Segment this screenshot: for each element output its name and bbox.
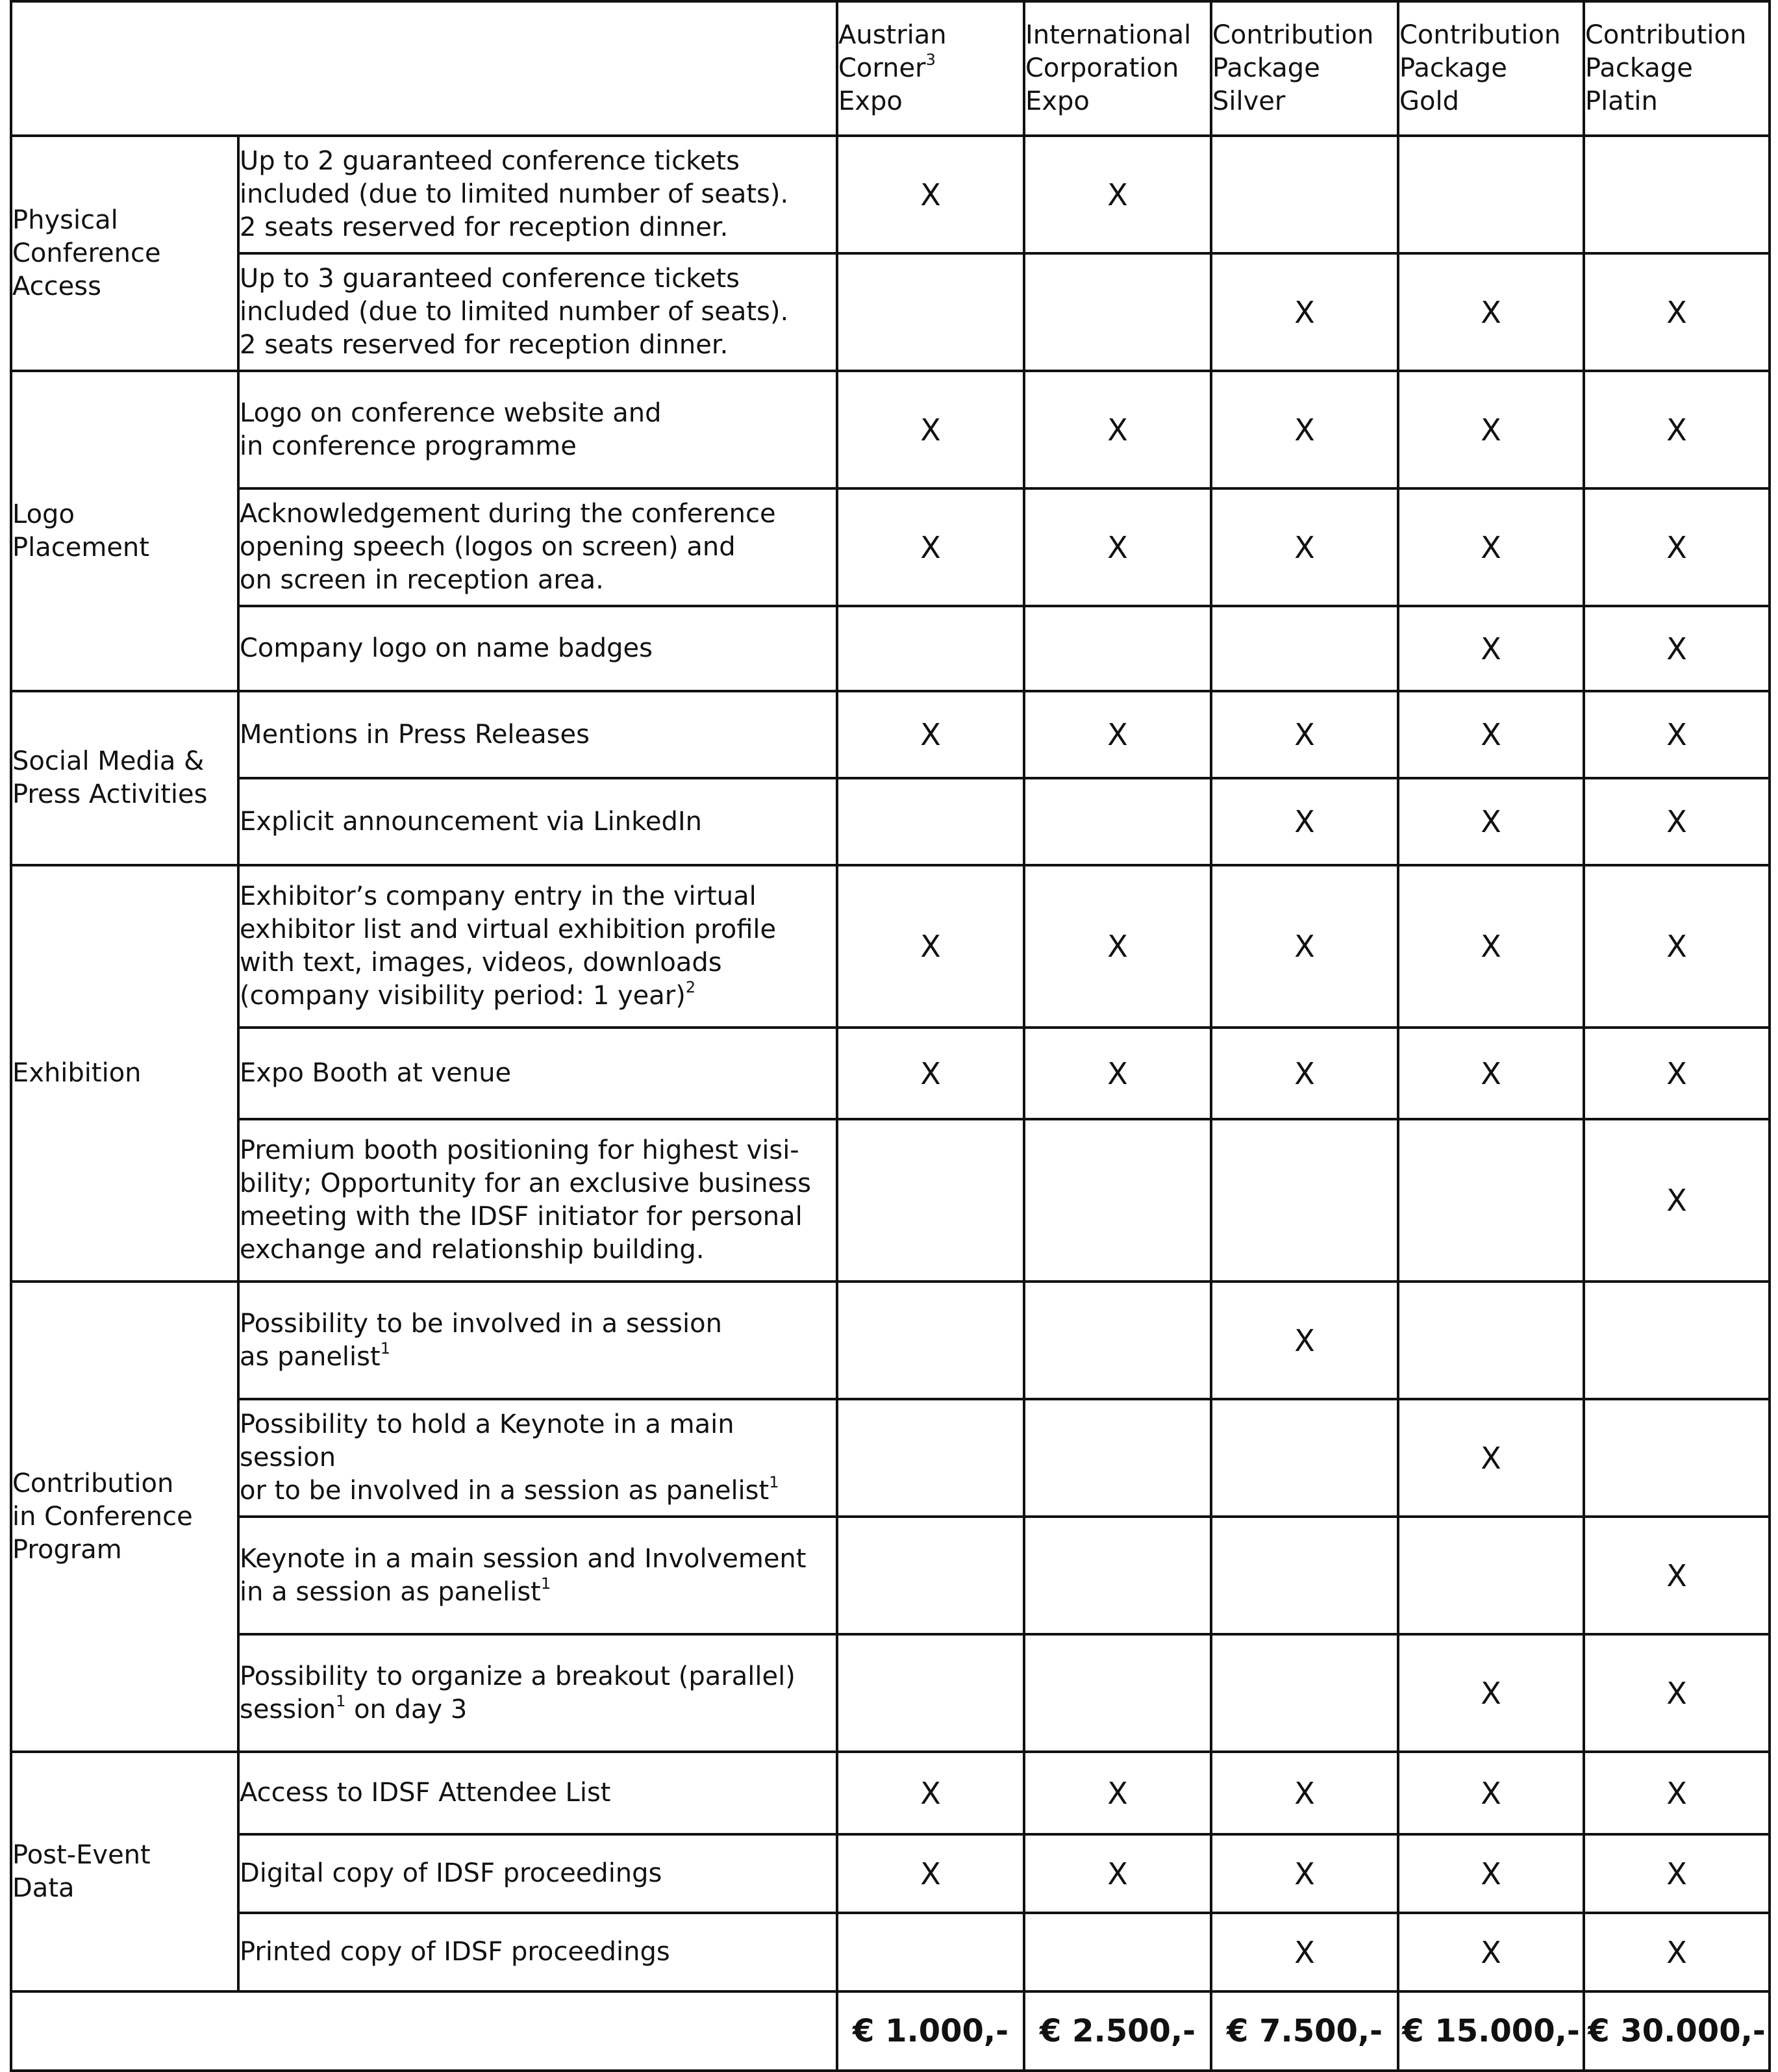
check-cell: [837, 1028, 1024, 1119]
check-mark: X: [1666, 529, 1687, 565]
check-cell: [1398, 606, 1584, 691]
check-mark: X: [1481, 1856, 1501, 1891]
check-mark: X: [1481, 529, 1501, 565]
table-row: [11, 253, 1770, 371]
check-mark: X: [1666, 1558, 1687, 1593]
table-row: [11, 1634, 1770, 1752]
check-cell: [1024, 136, 1211, 253]
check-cell: [1024, 1119, 1211, 1282]
check-mark: X: [1294, 1322, 1315, 1358]
check-cell: [1398, 778, 1584, 865]
check-cell: [1024, 253, 1211, 371]
check-cell: [1584, 1913, 1770, 1991]
check-mark: X: [1481, 631, 1501, 666]
check-mark: X: [920, 529, 941, 565]
price-blank-cell: [11, 1991, 837, 2071]
footnote-mark: 1: [336, 1691, 346, 1710]
check-cell: [1584, 865, 1770, 1028]
check-cell: [1211, 1399, 1398, 1517]
check-cell: [1584, 1634, 1770, 1752]
category-label-line: Physical: [12, 205, 118, 235]
check-cell: [1584, 606, 1770, 691]
table-row: [11, 1752, 1770, 1834]
table-row: [11, 865, 1770, 1028]
text-line: Explicit announcement via LinkedIn: [240, 806, 703, 837]
check-cell: [1584, 1399, 1770, 1517]
category-cell: [11, 691, 238, 865]
table-row: [11, 691, 1770, 778]
check-mark: X: [1294, 1775, 1315, 1811]
check-mark: X: [920, 1055, 941, 1091]
feature-cell: [238, 1282, 837, 1399]
check-mark: X: [1294, 804, 1315, 839]
category-label-line: Post-Event: [12, 1839, 151, 1870]
text-line: Expo Booth at venue: [240, 1058, 512, 1088]
check-cell: [837, 1517, 1024, 1634]
table-row: [11, 136, 1770, 253]
table-row: [11, 371, 1770, 488]
check-cell: [837, 1752, 1024, 1834]
check-cell: [1398, 1517, 1584, 1634]
check-mark: X: [1666, 412, 1687, 448]
category-label-line: Exhibition: [12, 1058, 142, 1088]
price-cell: € 1.000,-: [837, 1991, 1024, 2071]
check-cell: [837, 488, 1024, 606]
check-cell: [1584, 691, 1770, 778]
check-cell: [1211, 1028, 1398, 1119]
column-header-line: Contribution: [1212, 20, 1374, 50]
check-cell: [1211, 253, 1398, 371]
check-mark: X: [1294, 1934, 1315, 1970]
check-mark: X: [920, 412, 941, 448]
check-cell: [1211, 488, 1398, 606]
feature-cell: [238, 1119, 837, 1282]
feature-cell: [238, 253, 837, 371]
table-row: [11, 1282, 1770, 1399]
check-cell: [1211, 1834, 1398, 1913]
check-cell: [1584, 1119, 1770, 1282]
check-mark: X: [1666, 1675, 1687, 1711]
feature-cell: [238, 1913, 837, 1991]
text-line: Possibility to hold a Keynote in a main session: [240, 1409, 734, 1472]
column-header: [1398, 1, 1584, 136]
check-mark: X: [1107, 1055, 1128, 1091]
text-line: Possibility to be involved in a session: [240, 1308, 722, 1339]
check-mark: X: [920, 929, 941, 964]
check-mark: X: [1666, 1775, 1687, 1811]
check-mark: X: [920, 1856, 941, 1891]
check-cell: [1211, 371, 1398, 488]
check-mark: X: [1107, 1856, 1128, 1891]
check-cell: [1024, 1752, 1211, 1834]
check-cell: [1398, 1282, 1584, 1399]
check-mark: X: [1294, 294, 1315, 330]
check-cell: [1211, 1119, 1398, 1282]
text-line: 2 seats reserved for reception dinner.: [240, 330, 729, 360]
footnote-mark: 1: [769, 1473, 779, 1491]
check-cell: [1024, 606, 1211, 691]
check-cell: [1584, 371, 1770, 488]
feature-cell: [238, 1834, 837, 1913]
price-row: [11, 1991, 1770, 2071]
check-cell: [1584, 1752, 1770, 1834]
check-cell: [1211, 1634, 1398, 1752]
check-cell: [1398, 1834, 1584, 1913]
check-cell: [1211, 1752, 1398, 1834]
column-header-line: Contribution: [1399, 20, 1561, 50]
feature-cell: [238, 1517, 837, 1634]
check-cell: [837, 1119, 1024, 1282]
check-cell: [1584, 1282, 1770, 1399]
table-row: [11, 606, 1770, 691]
category-label-line: Placement: [12, 532, 149, 562]
check-cell: [1024, 1834, 1211, 1913]
check-cell: [1398, 371, 1584, 488]
check-cell: [1398, 136, 1584, 253]
text-line: included (due to limited number of seats).: [240, 179, 789, 209]
column-header: [837, 1, 1024, 136]
check-cell: [1024, 1282, 1211, 1399]
column-header: [1211, 1, 1398, 136]
column-header-line: Corporation: [1025, 53, 1179, 83]
category-label-line: Data: [12, 1873, 75, 1903]
feature-cell: [238, 371, 837, 488]
category-label-line: in Conference: [12, 1501, 193, 1532]
text-line: Up to 2 guaranteed conference tickets: [240, 146, 740, 176]
check-mark: X: [1294, 929, 1315, 964]
text-line: Printed copy of IDSF proceedings: [240, 1937, 670, 1967]
feature-cell: [238, 865, 837, 1028]
footnote-mark: 1: [540, 1574, 551, 1593]
category-cell: [11, 865, 238, 1282]
check-cell: [837, 778, 1024, 865]
check-cell: [1024, 488, 1211, 606]
check-cell: [1024, 1913, 1211, 1991]
category-label-line: Program: [12, 1534, 122, 1565]
category-cell: [11, 371, 238, 691]
column-header-line: Expo: [1025, 86, 1090, 116]
text-line: in conference programme: [240, 431, 577, 461]
sponsorship-package-table: [10, 0, 1771, 2072]
table-row: [11, 778, 1770, 865]
check-mark: X: [1666, 717, 1687, 752]
table-row: [11, 1119, 1770, 1282]
feature-cell: [238, 778, 837, 865]
check-cell: [1024, 865, 1211, 1028]
check-mark: X: [1481, 1934, 1501, 1970]
check-mark: X: [1107, 412, 1128, 448]
check-cell: [1211, 136, 1398, 253]
category-label-line: Contribution: [12, 1468, 174, 1498]
check-mark: X: [1666, 294, 1687, 330]
feature-cell: [238, 1752, 837, 1834]
category-cell: [11, 1282, 238, 1752]
check-cell: [1584, 136, 1770, 253]
text-line: as panelist: [240, 1341, 381, 1372]
check-cell: [1024, 371, 1211, 488]
check-cell: [837, 691, 1024, 778]
column-header-line: Austrian: [838, 20, 947, 50]
column-header: [1584, 1, 1770, 136]
check-mark: X: [1107, 929, 1128, 964]
check-mark: X: [920, 177, 941, 212]
check-cell: [1211, 778, 1398, 865]
text-line: or to be involved in a session as panelist: [240, 1476, 770, 1506]
check-mark: X: [1666, 1856, 1687, 1891]
check-cell: [837, 1634, 1024, 1752]
text-line: session: [240, 1694, 336, 1725]
check-mark: X: [1666, 1055, 1687, 1091]
check-mark: X: [1294, 1856, 1315, 1891]
text-line: in a session as panelist: [240, 1576, 541, 1607]
check-mark: X: [1481, 1775, 1501, 1811]
check-mark: X: [1666, 804, 1687, 839]
column-header-line: Contribution: [1585, 20, 1747, 50]
category-label-line: Conference: [12, 238, 161, 268]
check-mark: X: [1481, 804, 1501, 839]
check-mark: X: [1107, 1775, 1128, 1811]
text-line: on screen in reception area.: [240, 565, 604, 595]
price-cell: € 7.500,-: [1211, 1991, 1398, 2071]
price-cell: € 2.500,-: [1024, 1991, 1211, 2071]
check-cell: [837, 1282, 1024, 1399]
check-cell: [1398, 1028, 1584, 1119]
check-cell: [837, 1399, 1024, 1517]
check-cell: [1398, 1634, 1584, 1752]
check-cell: [1398, 865, 1584, 1028]
check-cell: [1024, 691, 1211, 778]
check-mark: X: [1666, 1934, 1687, 1970]
check-cell: [1398, 1119, 1584, 1282]
category-label-line: Social Media &: [12, 746, 205, 776]
table-row: [11, 1028, 1770, 1119]
feature-cell: [238, 488, 837, 606]
table-row: [11, 488, 1770, 606]
check-mark: X: [920, 1775, 941, 1811]
check-mark: X: [920, 717, 941, 752]
text-line: included (due to limited number of seats).: [240, 297, 789, 327]
text-line: Up to 3 guaranteed conference tickets: [240, 264, 740, 294]
check-cell: [1584, 253, 1770, 371]
text-line: on day 3: [345, 1694, 468, 1725]
check-mark: X: [1107, 717, 1128, 752]
text-line: bility; Opportunity for an exclusive business: [240, 1169, 811, 1198]
check-cell: [1024, 1399, 1211, 1517]
category-label-line: Logo: [12, 499, 75, 529]
column-header-line: Package: [1212, 53, 1320, 83]
check-cell: [1584, 1028, 1770, 1119]
footnote-mark: 1: [380, 1339, 390, 1358]
header-blank-cell: [11, 1, 837, 136]
check-cell: [1211, 865, 1398, 1028]
text-line: Mentions in Press Releases: [240, 719, 590, 750]
check-cell: [1398, 1752, 1584, 1834]
column-header-line: Platin: [1585, 86, 1658, 116]
check-mark: X: [1481, 1055, 1501, 1091]
check-cell: [1211, 1913, 1398, 1991]
footnote-mark: 3: [925, 51, 936, 69]
table-row: [11, 1399, 1770, 1517]
check-cell: [1398, 253, 1584, 371]
price-cell: € 15.000,-: [1398, 1991, 1584, 2071]
check-mark: X: [1666, 1183, 1687, 1218]
check-mark: X: [1294, 412, 1315, 448]
column-header-line: Corner: [838, 53, 926, 83]
check-cell: [837, 1834, 1024, 1913]
check-mark: X: [1666, 929, 1687, 964]
check-cell: [1211, 1517, 1398, 1634]
check-cell: [1398, 488, 1584, 606]
check-cell: [1024, 1634, 1211, 1752]
feature-cell: [238, 136, 837, 253]
text-line: exhibitor list and virtual exhibition profile: [240, 915, 777, 944]
check-cell: [1211, 1282, 1398, 1399]
check-cell: [837, 136, 1024, 253]
feature-cell: [238, 1028, 837, 1119]
check-cell: [1398, 1913, 1584, 1991]
category-cell: [11, 1752, 238, 1991]
check-cell: [837, 606, 1024, 691]
feature-cell: [238, 1399, 837, 1517]
category-label-line: Press Activities: [12, 779, 208, 809]
text-line: Logo on conference website and: [240, 398, 662, 428]
text-line: Possibility to organize a breakout (parallel): [240, 1661, 795, 1691]
text-line: Premium booth positioning for highest visi-: [240, 1135, 799, 1165]
column-header-row: [11, 1, 1770, 136]
text-line: Acknowledgement during the conference: [240, 499, 776, 529]
column-header-line: Package: [1399, 53, 1507, 83]
column-header-line: Expo: [838, 86, 903, 116]
footnote-mark: 2: [685, 978, 696, 996]
check-cell: [1584, 778, 1770, 865]
check-cell: [1584, 488, 1770, 606]
check-cell: [837, 371, 1024, 488]
column-header-line: International: [1025, 20, 1192, 50]
column-header-line: Silver: [1212, 86, 1286, 116]
category-cell: [11, 136, 238, 371]
check-mark: X: [1107, 177, 1128, 212]
table-row: [11, 1834, 1770, 1913]
check-cell: [1211, 606, 1398, 691]
check-mark: X: [1107, 529, 1128, 565]
feature-cell: [238, 691, 837, 778]
check-cell: [1024, 778, 1211, 865]
check-cell: [1024, 1517, 1211, 1634]
check-mark: X: [1481, 1440, 1501, 1476]
check-cell: [837, 865, 1024, 1028]
category-label-line: Access: [12, 271, 101, 301]
check-mark: X: [1481, 412, 1501, 448]
table-row: [11, 1517, 1770, 1634]
text-line: 2 seats reserved for reception dinner.: [240, 212, 729, 242]
check-mark: X: [1294, 529, 1315, 565]
check-mark: X: [1481, 294, 1501, 330]
text-line: (company visibility period: 1 year): [240, 981, 686, 1011]
check-mark: X: [1666, 631, 1687, 666]
column-header-line: Package: [1585, 53, 1693, 83]
feature-cell: [238, 606, 837, 691]
text-line: Keynote in a main session and Involvement: [240, 1543, 807, 1574]
text-line: Access to IDSF Attendee List: [240, 1778, 611, 1808]
check-cell: [837, 253, 1024, 371]
check-cell: [1398, 691, 1584, 778]
feature-cell: [238, 1634, 837, 1752]
text-line: Exhibitor’s company entry in the virtual: [240, 881, 757, 911]
column-header: [1024, 1, 1211, 136]
check-mark: X: [1481, 929, 1501, 964]
check-cell: [1584, 1834, 1770, 1913]
check-mark: X: [1294, 717, 1315, 752]
text-line: meeting with the IDSF initiator for personal: [240, 1202, 803, 1232]
check-cell: [1024, 1028, 1211, 1119]
table-row: [11, 1913, 1770, 1991]
text-line: Company logo on name badges: [240, 633, 653, 663]
check-cell: [1584, 1517, 1770, 1634]
check-mark: X: [1294, 1055, 1315, 1091]
check-cell: [837, 1913, 1024, 1991]
check-mark: X: [1481, 717, 1501, 752]
text-line: with text, images, videos, downloads: [240, 948, 722, 978]
check-cell: [1398, 1399, 1584, 1517]
check-cell: [1211, 691, 1398, 778]
text-line: opening speech (logos on screen) and: [240, 532, 736, 562]
column-header-line: Gold: [1399, 86, 1459, 116]
text-line: Digital copy of IDSF proceedings: [240, 1858, 662, 1888]
price-cell: € 30.000,-: [1584, 1991, 1770, 2071]
text-line: exchange and relationship building.: [240, 1235, 705, 1265]
check-mark: X: [1481, 1675, 1501, 1711]
